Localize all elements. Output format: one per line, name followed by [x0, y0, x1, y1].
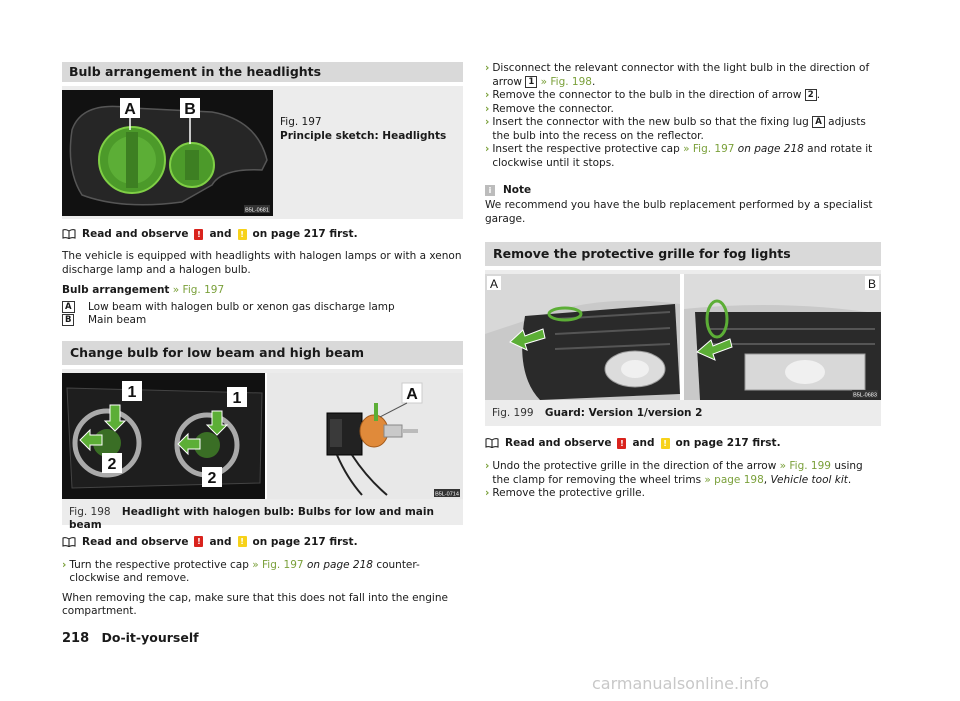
figure-197-image	[62, 90, 273, 216]
def-a-key: A	[62, 301, 75, 313]
note-heading	[485, 184, 881, 196]
read-text-pre: Read and observe	[82, 535, 189, 548]
step-text: Remove the protective grille.	[492, 487, 645, 499]
section-title-bulb-arrangement: Bulb arrangement in the headlights	[62, 62, 463, 82]
step-text: Insert the respective protective cap	[492, 143, 680, 155]
label-b-fig199: B	[867, 277, 877, 291]
def-b-text: Main beam	[88, 314, 147, 326]
danger-icon: !	[617, 438, 626, 449]
note-title: Note	[503, 184, 532, 196]
def-a-text: Low beam with halogen bulb or xenon gas discharge lamp	[88, 300, 395, 313]
figure-197-caption	[280, 116, 446, 143]
def-b-key: B	[62, 314, 74, 326]
fog-grille-photos	[485, 274, 881, 400]
step-text-mid: using the clamp for removing the wheel trims	[492, 460, 863, 486]
step-text: Remove the connector to the bulb in the direction of arrow	[492, 89, 802, 101]
label-a-fig198: A	[406, 385, 418, 403]
step-turn-cap-text: Turn the respective protective cap	[69, 558, 249, 571]
read-text-mid: and	[209, 228, 232, 240]
step-post: adjusts the bulb into the recess on the reflector.	[492, 116, 866, 142]
book-icon	[62, 537, 76, 547]
read-text-pre: Read and observe	[82, 228, 189, 240]
step-chevron-icon: ›	[485, 116, 490, 128]
danger-icon: !	[194, 229, 203, 240]
step-text: Undo the protective grille in the direction of the arrow	[492, 460, 777, 472]
page-number: 218	[62, 631, 90, 646]
fig-198-title: Headlight with halogen bulb: Bulbs for low and main beam	[69, 505, 434, 531]
read-text-mid: and	[209, 535, 232, 548]
note-icon: i	[485, 185, 495, 196]
book-icon	[62, 229, 76, 239]
definition-list	[62, 301, 463, 328]
fig-197-code: B5L-0681	[245, 207, 269, 214]
read-text-post: on page 217 first.	[252, 535, 358, 548]
caution-paragraph: When removing the cap, make sure that this does not fall into the engine compartment.	[62, 591, 448, 617]
read-text-post: on page 217 first.	[252, 228, 358, 240]
fig-198-num: Fig. 198	[69, 505, 111, 518]
step-remove-connector-arrow	[485, 89, 881, 103]
step-text: Insert the connector with the new bulb so that the fixing lug	[492, 116, 809, 128]
caution-icon: !	[238, 536, 247, 547]
fig-199-ref[interactable]: » Fig. 199	[779, 460, 831, 472]
step-turn-cap-post: counter-clockwise and remove.	[69, 558, 420, 584]
step-text: Remove the connector.	[492, 102, 614, 115]
arrow-2-box: 2	[805, 89, 817, 101]
read-text-pre: Read and observe	[505, 437, 612, 449]
figure-197	[62, 86, 463, 219]
page-ref: on page 218	[737, 143, 804, 155]
fig-199-num: Fig. 199	[492, 407, 534, 419]
fig-197-num: Fig. 197	[280, 116, 322, 128]
step-text: Disconnect the relevant connector with the light bulb in the direction of arrow	[492, 62, 870, 88]
label-1a: 1	[127, 383, 137, 401]
fig-199-code: B5L-0683	[853, 392, 877, 399]
label-b: B	[184, 101, 196, 118]
step-insert-connector	[485, 116, 881, 143]
step-post: .	[591, 75, 596, 88]
step-turn-cap	[62, 559, 463, 586]
read-observe-1	[62, 227, 463, 241]
intro-paragraph: The vehicle is equipped with headlights with halogen lamps or with a xenon discharge lamp and a halogen bulb.	[62, 250, 462, 276]
step-remove-connector	[485, 103, 881, 117]
caution-icon: !	[238, 229, 247, 240]
figure-199	[485, 270, 881, 426]
book-icon	[485, 438, 499, 448]
read-observe-2	[62, 535, 463, 549]
note-text: We recommend you have the bulb replacement performed by a specialist garage.	[485, 199, 873, 225]
step-insert-cap	[485, 143, 881, 170]
tool-kit-ref: Vehicle tool kit	[770, 473, 848, 486]
section-title-fog-grille: Remove the protective grille for fog lights	[485, 242, 881, 266]
lug-a-box: A	[812, 116, 825, 128]
arrow-1-box: 1	[525, 76, 537, 88]
step-chevron-icon: ›	[485, 487, 490, 499]
step-disconnect	[485, 62, 881, 89]
section-title-change-bulb: Change bulb for low beam and high beam	[62, 341, 463, 365]
step-chevron-icon: ›	[485, 89, 490, 101]
def-a	[62, 301, 463, 315]
page-ref: on page 218	[306, 558, 373, 571]
step-undo-grille: › Undo the protective grille in the direction of the arrow » Fig. 199 using the clamp for removing the wheel trims » page 198, Vehicle tool kit.	[485, 460, 863, 486]
fig-199-title: Guard: Version 1/version 2	[544, 407, 703, 419]
fig-198-code: B5L-0714	[435, 491, 459, 497]
step-chevron-icon: ›	[62, 558, 67, 571]
step-chevron-icon: ›	[485, 102, 490, 115]
bulb-arrangement-label: Bulb arrangement	[62, 284, 170, 296]
fig-197-ref[interactable]: » Fig. 197	[683, 143, 735, 155]
label-2b: 2	[207, 469, 217, 487]
figure-199-caption	[492, 407, 702, 420]
right-column	[485, 62, 881, 501]
watermark: carmanualsonline.info	[592, 674, 770, 693]
section-name: Do-it-yourself	[101, 630, 199, 645]
fig-198-ref[interactable]: » Fig. 198	[540, 75, 592, 88]
headlight-sketch	[62, 90, 273, 216]
def-b	[62, 314, 463, 328]
label-1b: 1	[232, 389, 242, 407]
label-a-fig199: A	[489, 277, 499, 291]
halogen-bulb-sketch	[62, 373, 463, 499]
figure-198-caption	[69, 506, 463, 532]
page-198-ref[interactable]: » page 198	[704, 473, 764, 486]
read-text-post: on page 217 first.	[675, 437, 781, 449]
step-post: .	[847, 473, 852, 486]
bulb-arrangement-line	[62, 284, 463, 298]
step-post: and rotate it clockwise until it stops.	[492, 143, 873, 169]
figure-198-image	[62, 373, 463, 499]
figure-199-image	[485, 274, 881, 400]
caution-icon: !	[661, 438, 670, 449]
figure-198	[62, 369, 463, 531]
label-a: A	[124, 101, 136, 118]
fig-197-ref[interactable]: » Fig. 197	[252, 558, 304, 571]
step-post: .	[816, 89, 821, 101]
fig-197-ref[interactable]: » Fig. 197	[172, 284, 225, 296]
fig-197-title: Principle sketch: Headlights	[280, 129, 447, 142]
step-remove-grille	[485, 487, 881, 501]
step-chevron-icon: ›	[485, 143, 490, 155]
label-2a: 2	[107, 455, 117, 473]
step-chevron-icon: ›	[485, 62, 490, 74]
left-column	[62, 62, 463, 619]
read-text-mid: and	[632, 437, 655, 449]
danger-icon: !	[194, 536, 203, 547]
steps-list	[485, 62, 881, 170]
step-chevron-icon: ›	[485, 460, 490, 472]
page-footer	[62, 630, 199, 646]
read-observe-3	[485, 436, 881, 450]
